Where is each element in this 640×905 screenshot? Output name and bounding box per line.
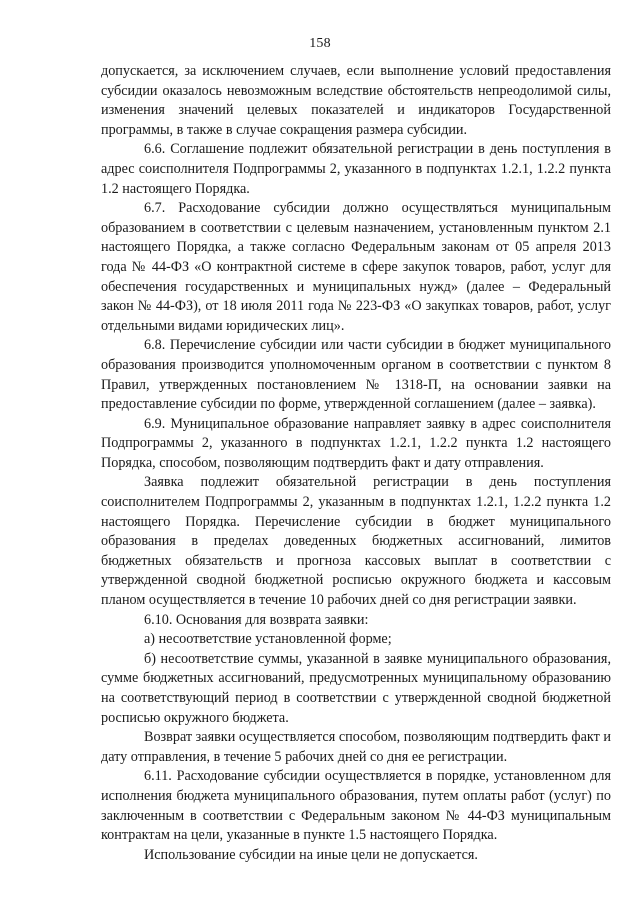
paragraph-application-registration: Заявка подлежит обязательной регистрации в день поступления соисполнителем Подпрограммы 2, указанным в подпунктах 1.2.1, 1.2.2 пункта 1.2 настоящего Порядка. Перечисление субсидии в бюджет муниципального образования в пределах доведенных бюджетных ассигнований, лимитов бюджетных обязательств и прогноза кассовых выплат в соответствии с утвержденной сводной бюджетной росписью окружного бюджета и кассовым планом осуществляется в течение 10 рабочих дней со дня регистрации заявки. [101, 474, 611, 609]
paragraph-6-10-a: а) несоответствие установленной форме; [144, 631, 392, 648]
page-number: 158 [309, 36, 331, 51]
paragraph-6-11: 6.11. Расходование субсидии осуществляется в порядке, установленном для исполнения бюджета муниципального образования, путем оплаты работ (услуг) по заключенным в соответствии с Федеральным законом № 44-ФЗ муниципальным контрактам на цели, указанные в пункте 1.5 настоящего Порядка. [101, 768, 611, 844]
paragraph-6-8: 6.8. Перечисление субсидии или части субсидии в бюджет муниципального образования производится уполномоченным органом в соответствии с пунктом 8 Правил, утвержденных постановлением № 1318-П, на основании заявки на предоставление субсидии по форме, утвержденной соглашением (далее – заявка). [101, 337, 611, 413]
paragraph-other-use-prohibited: Использование субсидии на иные цели не допускается. [144, 846, 478, 863]
document-body [101, 62, 611, 865]
paragraph-6-6: 6.6. Соглашение подлежит обязательной регистрации в день поступления в адрес соисполнителя Подпрограммы 2, указанного в подпунктах 1.2.1, 1.2.2 пункта 1.2 настоящего Порядка. [101, 141, 611, 197]
paragraph-6-10-b: б) несоответствие суммы, указанной в заявке муниципального образования, сумме бюджетных ассигнований, предусмотренных муниципальному образованию на соответствующий период в соответствии с утвержденной сводной бюджетной росписью окружного бюджета. [101, 650, 611, 726]
paragraph-6-9: 6.9. Муниципальное образование направляет заявку в адрес соисполнителя Подпрограммы 2, указанного в подпунктах 1.2.1, 1.2.2 пункта 1.2 настоящего Порядка, способом, позволяющим подтвердить факт и дату отправления. [101, 415, 611, 471]
paragraph-6-7: 6.7. Расходование субсидии должно осуществляться муниципальным образованием в соответствии с целевым назначением, установленным пунктом 2.1 настоящего Порядка, а также согласно Федеральным законам от 05 апреля 2013 года № 44-ФЗ «О контрактной системе в сфере закупок товаров, работ, услуг для обеспечения государственных и муниципальных нужд» (далее – Федеральный закон № 44-ФЗ), от 18 июля 2011 года № 223-ФЗ «О закупках товаров, работ, услуг отдельными видами юридических лиц». [101, 200, 611, 334]
paragraph-application-return: Возврат заявки осуществляется способом, позволяющим подтвердить факт и дату отправления, в течение 5 рабочих дней со дня ее регистрации. [101, 729, 611, 765]
paragraph-6-10: 6.10. Основания для возврата заявки: [144, 611, 369, 628]
paragraph-continuation: допускается, за исключением случаев, если выполнение условий предоставления субсидии оказалось невозможным вследствие обстоятельств непреодолимой силы, изменения значений целевых показателей и индикаторов Государственной программы, в также в случае сокращения размера субсидии. [101, 63, 611, 138]
